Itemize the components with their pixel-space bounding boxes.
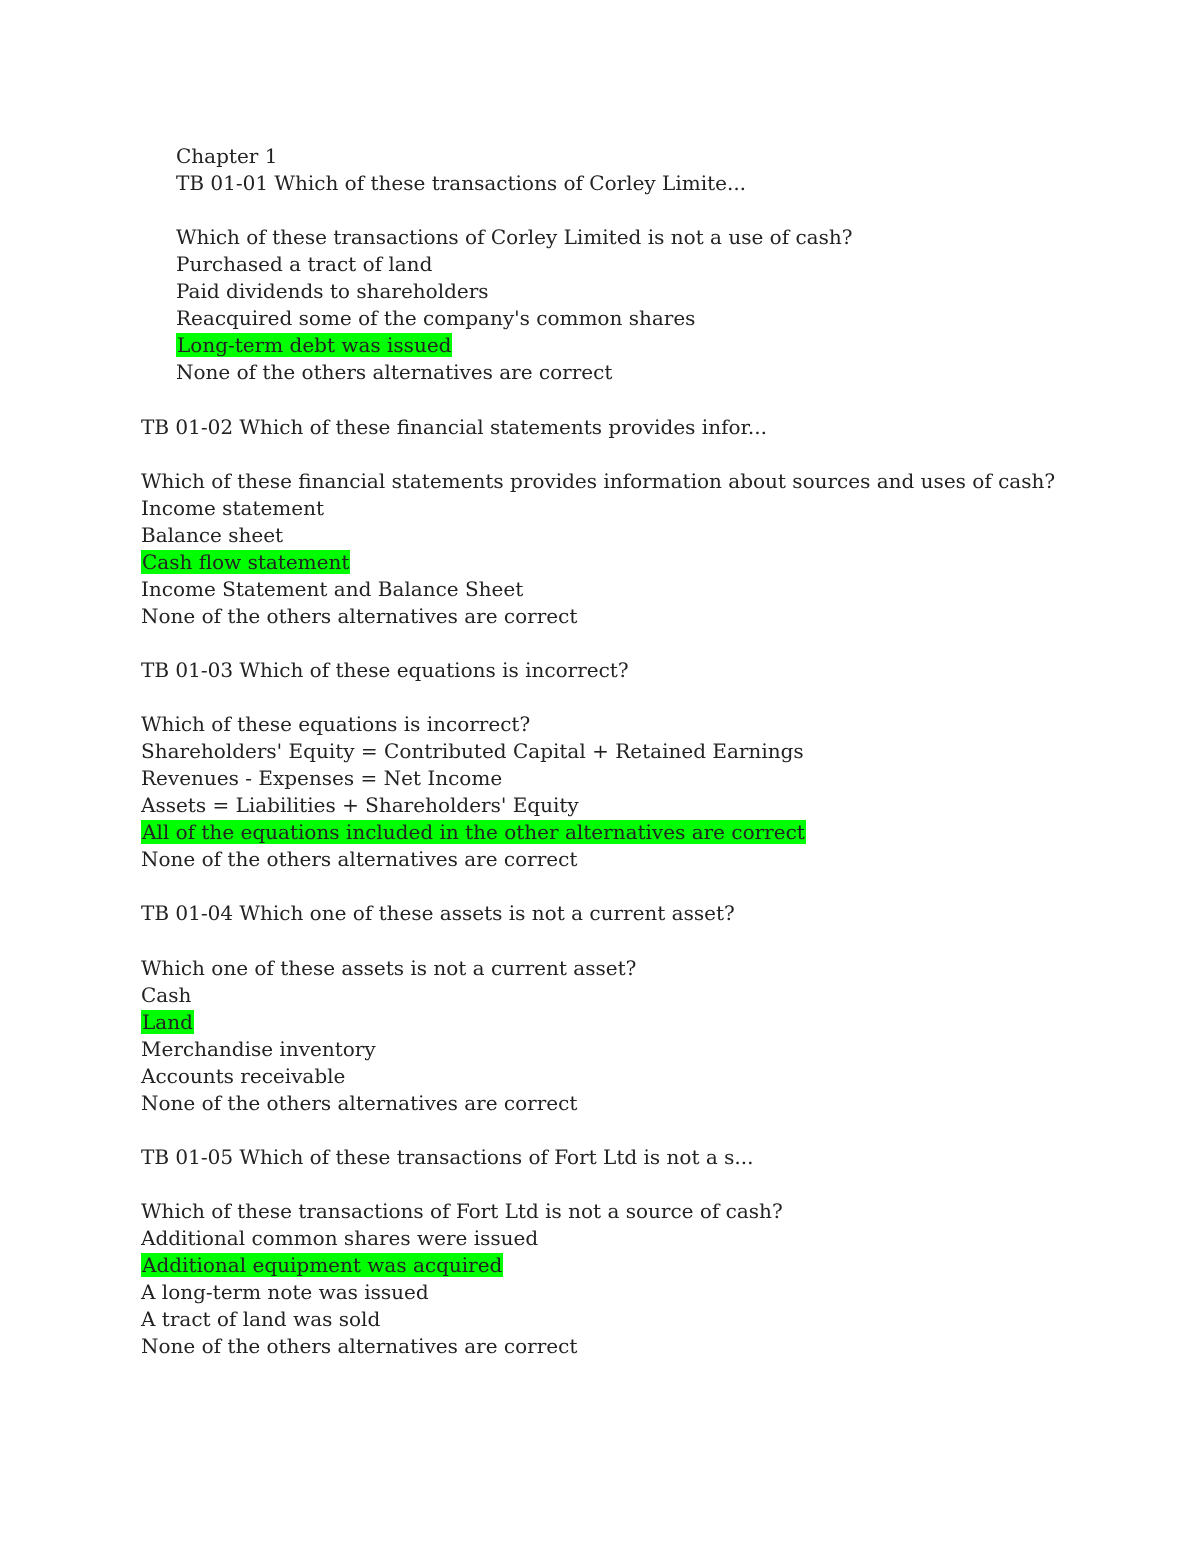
answer-option: Income Statement and Balance Sheet <box>141 577 524 601</box>
answer-option: A tract of land was sold <box>141 1307 381 1331</box>
answer-option: None of the others alternatives are correct <box>141 604 578 628</box>
question-block-2 <box>141 468 1141 630</box>
answer-option-correct: Long-term debt was issued <box>177 333 452 357</box>
answer-option-correct: Land <box>142 1010 193 1034</box>
question-header-block-4 <box>141 900 1141 927</box>
answer-option: Assets = Liabilities + Shareholders' Equity <box>141 793 579 817</box>
question-text: Which of these transactions of Fort Ltd is not a source of cash? <box>141 1199 783 1223</box>
answer-option: Merchandise inventory <box>141 1037 376 1061</box>
answer-option-correct: Cash flow statement <box>142 550 350 574</box>
answer-option-correct: All of the equations included in the other alternatives are correct <box>142 820 805 844</box>
answer-option: Additional common shares were issued <box>141 1226 539 1250</box>
answer-option: Paid dividends to shareholders <box>176 279 489 303</box>
question-header-block-5 <box>141 1144 1141 1171</box>
answer-option: Cash <box>141 983 192 1007</box>
answer-option-correct: Additional equipment was acquired <box>142 1253 503 1277</box>
answer-option: Income statement <box>141 496 324 520</box>
chapter-title: Chapter 1 <box>176 144 278 168</box>
question-block-1 <box>176 224 1176 386</box>
question-text: Which one of these assets is not a current asset? <box>141 956 637 980</box>
question-block-4 <box>141 955 1141 1117</box>
chapter-block <box>176 143 1176 197</box>
answer-option: Balance sheet <box>141 523 284 547</box>
answer-option: None of the others alternatives are correct <box>141 1334 578 1358</box>
question-text: Which of these equations is incorrect? <box>141 712 531 736</box>
question-header: TB 01-04 Which one of these assets is not a current asset? <box>141 901 735 925</box>
question-header: TB 01-02 Which of these financial statements provides infor... <box>141 415 767 439</box>
question-block-5 <box>141 1198 1141 1360</box>
answer-option: None of the others alternatives are correct <box>176 360 613 384</box>
question-header: TB 01-01 Which of these transactions of Corley Limite... <box>176 171 747 195</box>
answer-option: None of the others alternatives are correct <box>141 847 578 871</box>
question-header-block-2 <box>141 414 1141 441</box>
question-header: TB 01-05 Which of these transactions of Fort Ltd is not a s... <box>141 1145 754 1169</box>
question-text: Which of these financial statements provides information about sources and uses of cash? <box>141 469 1056 493</box>
answer-option: None of the others alternatives are correct <box>141 1091 578 1115</box>
answer-option: Revenues - Expenses = Net Income <box>141 766 503 790</box>
answer-option: Purchased a tract of land <box>176 252 433 276</box>
question-header: TB 01-03 Which of these equations is incorrect? <box>141 658 629 682</box>
question-text: Which of these transactions of Corley Limited is not a use of cash? <box>176 225 853 249</box>
answer-option: Reacquired some of the company's common shares <box>176 306 696 330</box>
question-block-3 <box>141 711 1141 873</box>
answer-option: A long-term note was issued <box>141 1280 429 1304</box>
answer-option: Shareholders' Equity = Contributed Capital + Retained Earnings <box>141 739 804 763</box>
question-header-block-3 <box>141 657 1141 684</box>
answer-option: Accounts receivable <box>141 1064 346 1088</box>
